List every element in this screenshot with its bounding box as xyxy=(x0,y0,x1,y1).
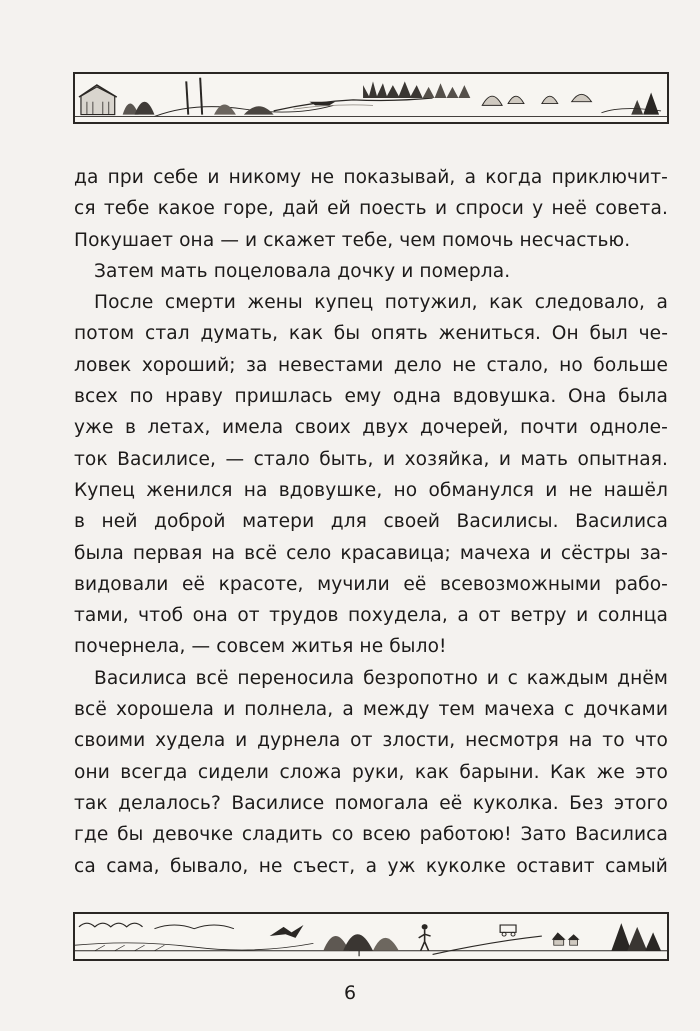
text-line: всех по нраву пришлась ему одна вдовушка. Она была xyxy=(74,386,668,408)
text-line: уже в летах, имела своих двух дочерей, почти одноле- xyxy=(74,417,668,439)
text-line: После смерти жены купец потужил, как следовало, а xyxy=(94,292,668,314)
text-line: своими худела и дурнела от злости, несмотря на то что xyxy=(74,730,668,752)
text-line: в ней доброй матери для своей Василисы. Василиса xyxy=(74,511,668,533)
text-line: тами, чтоб она от трудов похудела, а от ветру и солнца xyxy=(74,605,668,627)
text-line: почернела, — совсем житья не было! xyxy=(74,636,447,658)
text-line: Купец женился на вдовушке, но обманулся и не нашёл xyxy=(74,479,668,501)
winter-landscape-illustration xyxy=(75,74,667,122)
text-line: всё хорошела и полнела, а между тем мачеха с дочками xyxy=(74,699,668,721)
summer-landscape-illustration xyxy=(75,914,667,959)
text-line: ток Василисе, — стало быть, и хозяйка, и мать опытная. xyxy=(74,448,668,470)
text-line: они всегда сидели сложа руки, как барыни. Как же это xyxy=(74,761,668,783)
text-line: са сама, бывало, не съест, а уж куколке оставит самый xyxy=(74,855,668,877)
page-number: 6 xyxy=(343,982,357,1004)
text-line: Покушает она — и скажет тебе, чем помочь несчастью. xyxy=(74,229,631,251)
text-line: ловек хороший; за невестами дело не стало, но больше xyxy=(74,354,668,376)
text-line: Василиса всё переносила безропотно и с каждым днём xyxy=(94,667,668,689)
text-line: Затем мать поцеловала дочку и померла. xyxy=(94,260,511,282)
story-text xyxy=(74,162,668,882)
bottom-illustration-frieze xyxy=(73,912,669,961)
text-line: так делалось? Василисе помогала её куколка. Без этого xyxy=(74,792,668,814)
text-line: была первая на всё село красавица; мачеха и сёстры за- xyxy=(74,542,668,564)
text-line: ся тебе какое горе, дай ей поесть и спроси у неё совета. xyxy=(74,198,668,220)
text-line: видовали её красоте, мучили её всевозможными рабо- xyxy=(74,573,668,595)
text-line: потом стал думать, как бы опять жениться. Он был че- xyxy=(74,323,668,345)
text-line: где бы девочке сладить со всею работою! Зато Василиса xyxy=(74,824,668,846)
text-line: да при себе и никому не показывай, а когда приключит- xyxy=(74,167,668,188)
top-illustration-frieze xyxy=(73,72,669,124)
